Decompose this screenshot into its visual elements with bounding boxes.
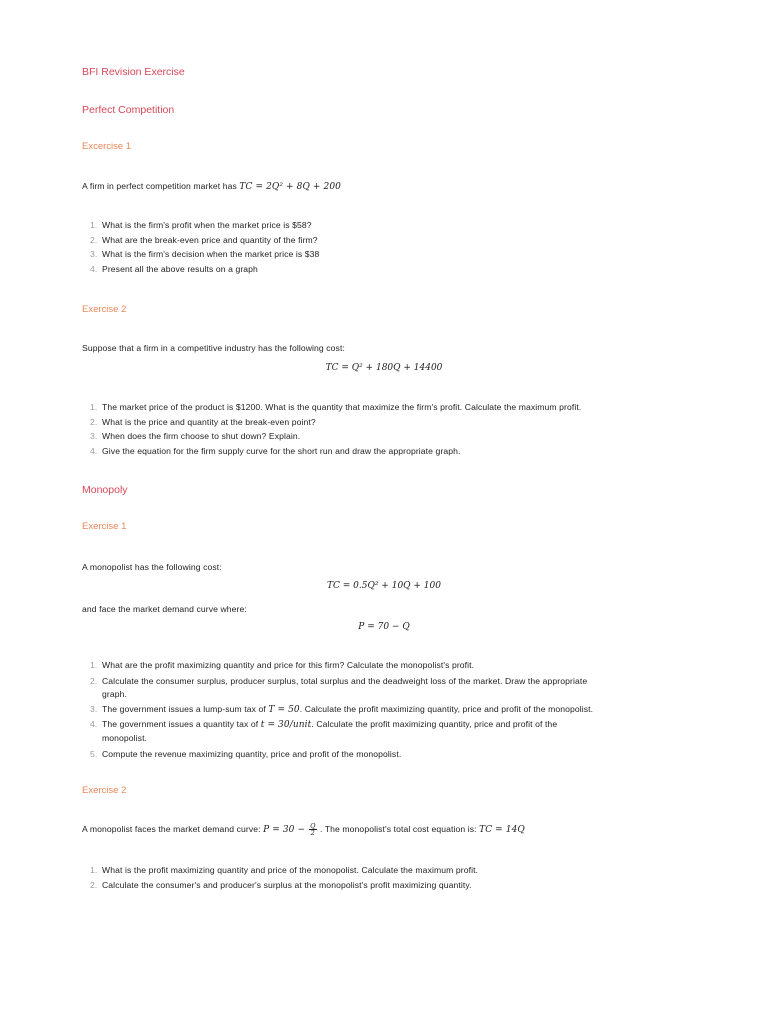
item-text: graph. (102, 688, 127, 699)
item-number: 1. (90, 402, 98, 412)
item-text: What is the profit maximizing quantity and price of the monopolist. Calculate the maximum profit. (102, 865, 479, 875)
item-number: 4. (90, 264, 98, 275)
item-number: 3. (90, 249, 98, 260)
item-text: What is the price and quantity at the break-even point? (102, 416, 316, 427)
list-item (82, 863, 692, 878)
document-title: BFI Revision Exercise (82, 66, 185, 78)
paragraph-text: . The monopolist's total cost equation is: (317, 824, 480, 834)
item-number: 1. (90, 865, 98, 875)
paragraph: A monopolist has the following cost: (82, 562, 222, 572)
item-number: 4. (90, 719, 98, 730)
list-item (82, 400, 692, 415)
exercise-heading: Exercise 1 (82, 521, 127, 532)
list-item (82, 247, 692, 262)
item-number: 1. (90, 660, 98, 670)
item-text: The government issues a quantity tax of (102, 719, 261, 730)
paragraph-text: A firm in perfect competition market has (82, 181, 240, 191)
item-text: Give the equation for the firm supply curve for the short run and draw the appropriate graph. (102, 446, 461, 457)
section-heading-perfect-competition: Perfect Competition (82, 104, 175, 116)
list-item (82, 718, 692, 745)
item-text: Present all the above results on a graph (102, 264, 258, 275)
math-formula: P = 70 − Q (358, 622, 410, 632)
item-number: 2. (90, 675, 98, 686)
math-formula: TC = Q² + 180Q + 14400 (325, 363, 443, 373)
math-formula: TC = 14Q (479, 825, 525, 835)
item-number: 2. (90, 234, 98, 245)
section-heading-monopoly: Monopoly (82, 484, 128, 496)
item-number: 5. (90, 749, 98, 760)
item-text: What are the profit maximizing quantity and price for this firm? Calculate the monopolist's profit. (102, 660, 475, 670)
item-text: Calculate the consumer's and producer's surplus at the monopolist's profit maximizing quantity. (102, 879, 472, 890)
math-formula: TC = 2Q² + 8Q + 200 (239, 182, 341, 192)
item-text: The market price of the product is $1200. What is the quantity that maximize the firm's profit. Calculate the maximum profit. (102, 402, 582, 412)
item-number: 2. (90, 879, 98, 890)
question-list (82, 400, 692, 459)
math-formula: T = 50 (268, 704, 300, 715)
item-text: . Calculate the profit maximizing quantity, price and profit of the (311, 719, 558, 730)
list-item (82, 878, 692, 893)
exercise-heading: Excercise 1 (82, 141, 132, 152)
item-number: 2. (90, 416, 98, 427)
item-text: What are the break-even price and quantity of the firm? (102, 234, 318, 245)
exercise-heading: Exercise 2 (82, 304, 127, 315)
item-number: 1. (90, 220, 98, 230)
math-formula: TC = 0.5Q² + 10Q + 100 (327, 581, 441, 591)
math-fraction (309, 823, 316, 836)
math-formula: P = 30 − (263, 825, 309, 835)
fraction-denominator: 2 (310, 829, 315, 838)
item-number: 4. (90, 446, 98, 457)
list-item (82, 702, 692, 718)
paragraph (82, 180, 341, 193)
paragraph-text: A monopolist faces the market demand curve: (82, 824, 264, 834)
item-text: The government issues a lump-sum tax of (102, 703, 269, 714)
item-text: What is the firm's decision when the market price is $38 (102, 249, 320, 260)
list-item (82, 262, 692, 277)
item-number: 3. (90, 431, 98, 442)
paragraph: Suppose that a firm in a competitive industry has the following cost: (82, 343, 345, 353)
paragraph: and face the market demand curve where: (82, 604, 247, 614)
question-list (82, 863, 692, 892)
question-list (82, 218, 692, 277)
item-text: What is the firm's profit when the market price is $58? (102, 220, 312, 230)
list-item (82, 444, 692, 459)
item-text: . Calculate the profit maximizing quantity, price and profit of the monopolist. (299, 703, 594, 714)
list-item (82, 675, 692, 701)
question-list (82, 658, 692, 762)
list-item (82, 415, 692, 430)
list-item (82, 658, 692, 673)
item-text: Compute the revenue maximizing quantity, price and profit of the monopolist. (102, 749, 402, 760)
list-item (82, 218, 692, 233)
list-item (82, 429, 692, 444)
math-formula: t = 30/unit (260, 720, 312, 731)
item-text: When does the firm choose to shut down? Explain. (102, 431, 301, 442)
fraction-numerator: Q (310, 822, 316, 831)
item-number: 3. (90, 703, 98, 714)
list-item (82, 747, 692, 762)
list-item (82, 233, 692, 248)
paragraph (82, 823, 525, 836)
exercise-heading: Exercise 2 (82, 785, 127, 796)
item-text: monopolist. (102, 733, 148, 744)
item-text: Calculate the consumer surplus, producer surplus, total surplus and the deadweight loss of the market. Draw the appropriate (102, 675, 588, 686)
